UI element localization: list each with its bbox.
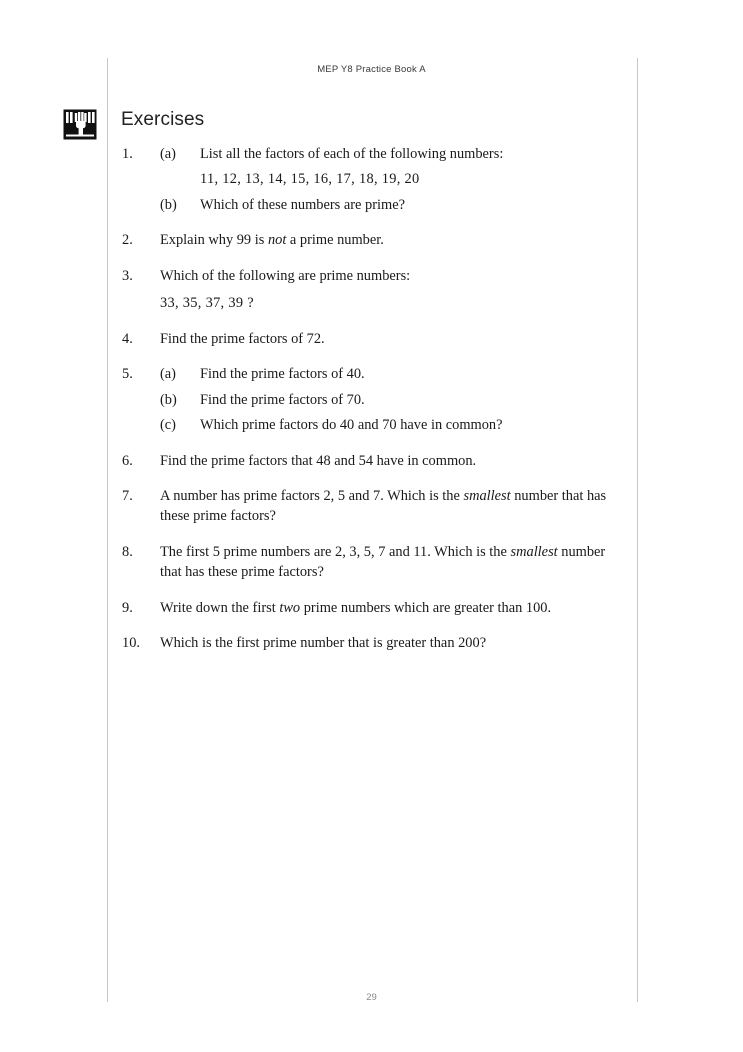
exercise-sub-label: (b) — [160, 196, 177, 213]
running-header: MEP Y8 Practice Book A — [317, 64, 426, 75]
exercise-sub-label: (b) — [160, 391, 177, 408]
exercise-line — [0, 542, 743, 583]
exercise-line — [0, 364, 743, 384]
exercise-text-emphasis: smallest — [463, 487, 511, 504]
exercise-line — [0, 266, 743, 286]
exercise-list — [0, 144, 743, 669]
exercises-icon — [62, 108, 98, 141]
exercise-text-pre: A number has prime factors 2, 5 and 7. Which is the — [160, 487, 464, 504]
exercise-number: 4. — [122, 330, 133, 347]
exercise-item — [0, 633, 743, 653]
exercise-item — [0, 598, 743, 618]
exercise-number: 5. — [122, 366, 133, 383]
exercise-number: 3. — [122, 267, 133, 284]
exercise-item — [0, 230, 743, 250]
exercise-line — [0, 633, 743, 653]
exercise-line — [0, 598, 743, 618]
exercise-number: 6. — [122, 452, 133, 469]
exercise-text-pre: Explain why 99 is — [160, 232, 268, 249]
exercise-text-emphasis: two — [279, 599, 301, 616]
exercise-text: Find the prime factors of 70. — [200, 391, 365, 408]
exercise-number: 10. — [122, 635, 140, 652]
exercise-text-post: number that has these prime factors? — [160, 487, 607, 525]
exercise-number: 2. — [122, 232, 133, 249]
exercise-text-emphasis: not — [267, 232, 287, 249]
exercise-number: 9. — [122, 599, 133, 616]
exercise-text — [160, 542, 615, 583]
exercise-line — [0, 486, 743, 527]
exercise-text-pre: Write down the first — [160, 599, 280, 616]
exercise-item — [0, 266, 743, 314]
exercise-line — [0, 144, 743, 164]
exercise-text-emphasis: smallest — [510, 543, 558, 560]
exercise-text — [160, 486, 615, 527]
page-title: Exercises — [121, 109, 205, 130]
exercise-text: List all the factors of each of the following numbers: — [200, 146, 504, 162]
exercise-line — [0, 451, 743, 471]
exercise-line — [0, 390, 743, 410]
exercise-text-pre: The first 5 prime numbers are 2, 3, 5, 7 and 11. Which is the — [160, 543, 511, 560]
exercise-item — [0, 451, 743, 471]
exercise-sub-label: (a) — [160, 146, 176, 162]
exercise-number: 7. — [122, 487, 133, 504]
exercise-text — [160, 230, 615, 250]
exercise-sub-label: (a) — [160, 366, 176, 383]
exercise-text-post: a prime number. — [286, 232, 384, 249]
exercise-text: Which of these numbers are prime? — [200, 196, 405, 213]
exercise-item — [0, 329, 743, 349]
exercise-item — [0, 486, 743, 527]
exercise-line — [0, 415, 743, 435]
exercise-line — [0, 169, 743, 189]
exercise-item — [0, 542, 743, 583]
exercise-text: Which prime factors do 40 and 70 have in common? — [200, 417, 503, 434]
exercise-number-sequence: 33, 35, 37, 39 ? — [160, 295, 254, 312]
exercise-text: Find the prime factors of 40. — [200, 366, 365, 383]
exercise-text: Which is the first prime number that is greater than 200? — [160, 635, 487, 652]
exercise-line — [0, 230, 743, 250]
exercise-line — [0, 195, 743, 215]
exercise-text: Find the prime factors that 48 and 54 have in common. — [160, 452, 477, 469]
exercise-number-sequence: 11, 12, 13, 14, 15, 16, 17, 18, 19, 20 — [200, 171, 420, 188]
page-number: 29 — [366, 992, 377, 1003]
exercise-text: Which of the following are prime numbers: — [160, 267, 411, 284]
exercise-number: 1. — [122, 146, 133, 162]
exercise-item — [0, 364, 743, 435]
exercise-text — [160, 598, 615, 618]
exercise-text-post: prime numbers which are greater than 100. — [300, 599, 552, 616]
exercise-sub-label: (c) — [160, 417, 176, 434]
exercise-text-post: number that has these prime factors? — [160, 543, 606, 581]
exercise-line — [0, 329, 743, 349]
exercise-line — [0, 293, 743, 313]
exercise-text: Find the prime factors of 72. — [160, 330, 325, 347]
exercise-number: 8. — [122, 543, 133, 560]
exercise-item — [0, 144, 743, 215]
